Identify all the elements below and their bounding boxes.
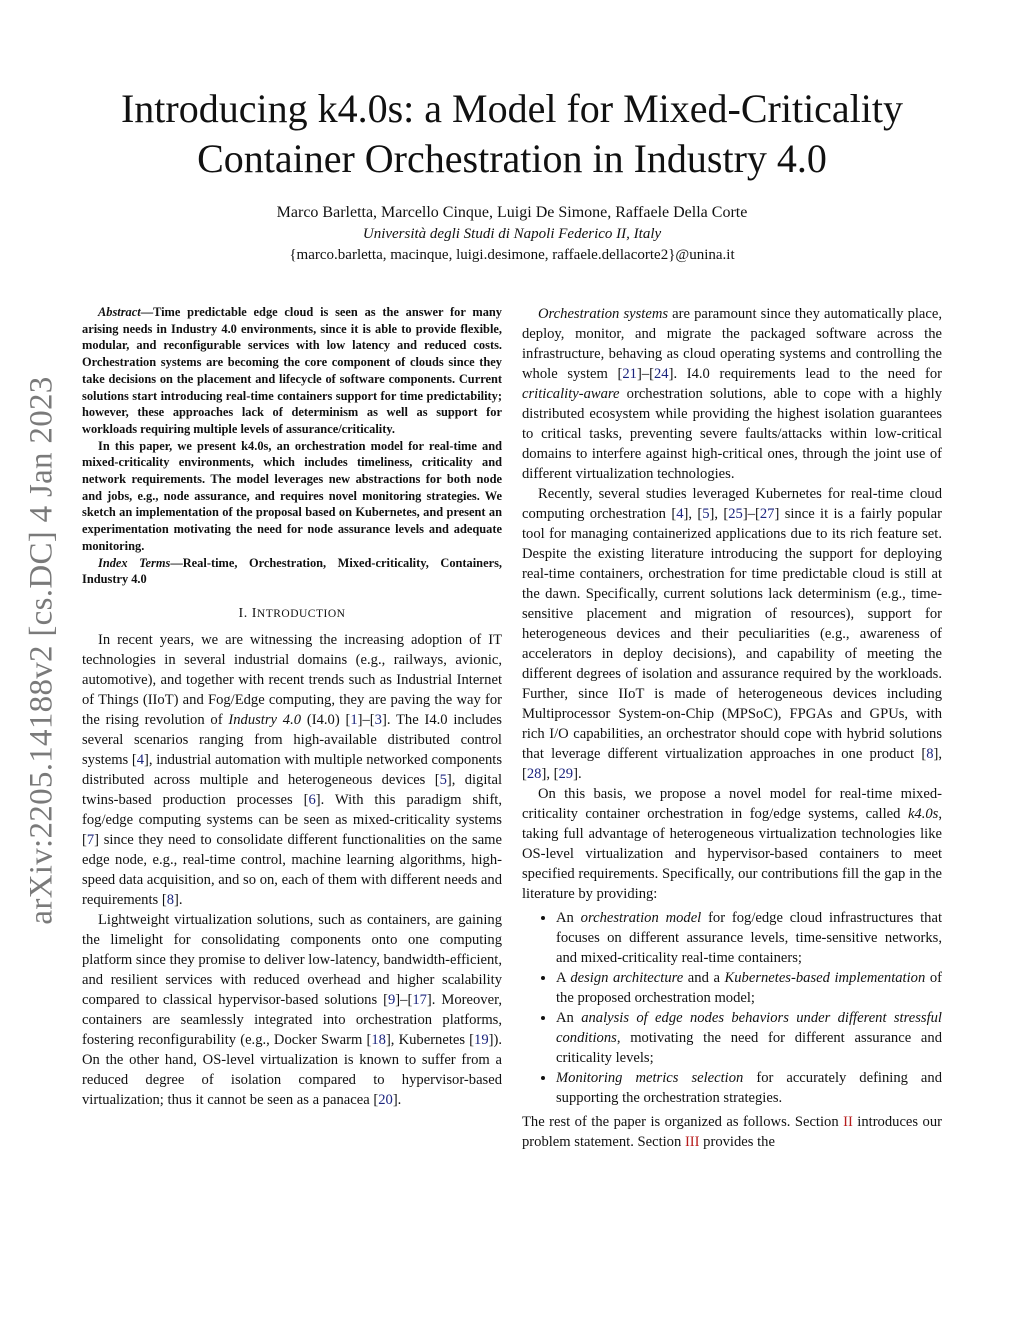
- arxiv-sidebar: [22, 360, 62, 940]
- section-heading-rest: NTRODUCTION: [256, 607, 346, 620]
- citation-link[interactable]: 24: [654, 366, 669, 382]
- index-terms: [82, 555, 502, 588]
- list-item: • Monitoring metrics selection for accurately defining and supporting the orchestration strategies.: [556, 1068, 942, 1108]
- section-link[interactable]: III: [684, 1134, 700, 1150]
- list-item: • A design architecture and a Kubernetes-based implementation of the proposed orchestration model;: [556, 968, 942, 1008]
- abstract-text-1: —Time predictable edge cloud is seen as the answer for many arising needs in Industry 4.0 environments, since it is able to provide flexible, modular, and reconfigurable services with low latency and reduced costs. Orchestration systems are becoming the core component of clouds since they take decisions on the placement and lifecycle of software components. Current solutions start introducing real-time containers support for time predictability; however, these approaches lack of determinism as well as support for workloads requiring multiple levels of assurance/criticality.: [82, 305, 502, 436]
- citation-link[interactable]: 7: [86, 831, 95, 848]
- citation-link[interactable]: 19: [474, 1031, 489, 1048]
- right-column-body-end: [522, 1112, 942, 1152]
- right-column: [522, 304, 942, 1152]
- left-column: [82, 304, 502, 1110]
- abstract-paragraph-1: [82, 304, 502, 438]
- citation-link[interactable]: 8: [926, 746, 934, 762]
- arxiv-id: arXiv:2205.14188v2 [cs.DC] 4 Jan 2023: [23, 375, 60, 925]
- authors: Marco Barletta, Marcello Cinque, Luigi De Simone, Raffaele Della Corte: [276, 204, 748, 221]
- citation-link[interactable]: 28: [526, 766, 542, 782]
- citation-link[interactable]: 25: [728, 506, 743, 522]
- title-line-1: Introducing k4.0s: a Model for Mixed-Criticality: [120, 86, 904, 131]
- section-numeral: I.: [238, 605, 248, 621]
- citation-link[interactable]: 29: [558, 766, 574, 782]
- abstract-label: Abstract: [98, 305, 141, 319]
- citation-link[interactable]: 9: [387, 991, 396, 1008]
- citation-link[interactable]: 3: [374, 711, 382, 728]
- list-item: • An analysis of edge nodes behaviors under different stressful conditions, motivating the need for different assurance and criticality levels;: [556, 1008, 942, 1068]
- right-paragraph-2: Recently, several studies leveraged Kubernetes for real-time cloud computing orchestration [4], [5], [25]–[27] since it is a fairly popular tool for managing containerized applications due to its rich feature set. Despite the existing literature introducing the support for deploying real-time containers, orchestration for time predictable cloud is still at the dawn. Specifically, current solutions lack determinism (e.g., time-sensitive placement and migration of resources), support for heterogeneous devices and their peculiarities (e.g., awareness of accelerators in deploy decisions), and capability of meeting the different degrees of isolation and assurance required by the workloads. Further, since IIoT is made of heterogeneous devices including Multiprocessor System-on-Chip (MPSoC), FPGAs and GPUs, with rich I/O capabilities, an orchestrator should cope with hybrid solutions that leverage different virtualization approaches in one product [8], [28], [29].: [522, 486, 942, 782]
- right-paragraph-4: The rest of the paper is organized as follows. Section II introduces our problem statement. Section III provides the: [522, 1114, 942, 1150]
- citation-link[interactable]: 18: [371, 1031, 386, 1048]
- citation-link[interactable]: 5: [702, 506, 710, 522]
- introduction-body: [82, 630, 502, 1110]
- list-item: • An orchestration model for fog/edge cloud infrastructures that focuses on different assurance levels, time-sensitive networks, and mixed-criticality real-time containers;: [556, 908, 942, 968]
- citation-link[interactable]: 20: [378, 1091, 393, 1108]
- contributions-list: [522, 908, 942, 1108]
- abstract: [82, 304, 502, 588]
- citation-link[interactable]: 21: [622, 366, 637, 382]
- citation-link[interactable]: 4: [676, 506, 684, 522]
- index-terms-text: —Real-time, Orchestration, Mixed-criticality, Containers, Industry 4.0: [82, 555, 502, 587]
- abstract-paragraph-2: In this paper, we present k4.0s, an orchestration model for real-time and mixed-criticality environments, which includes timeliness, criticality and network requirements. The model leverages new abstractions for both node and jobs, e.g., node assurance, and requires novel monitoring strategies. We sketch an implementation of the proposal based on Kubernetes, and present an experimentation motivating the need for node assurance levels and adequate monitoring.: [82, 438, 502, 553]
- citation-link[interactable]: 8: [166, 891, 174, 908]
- section-link[interactable]: II: [843, 1114, 853, 1130]
- intro-paragraph-2: Lightweight virtualization solutions, such as containers, are gaining the limelight for consolidating components onto one computing platform since they promise to deliver low-latency, bandwidth-efficient, and resilient services with reduced overhead and higher scalability compared to classical hypervisor-based solutions [9]–[17]. Moreover, containers are seamlessly integrated into orchestration platforms, fostering reconfigurability (e.g., Docker Swarm [18], Kubernetes [19]). On the other hand, OS-level virtualization is known to suffer from a reduced degree of isolation compared to hypervisor-based virtualization; thus it cannot be seen as a panacea [20].: [82, 911, 502, 1108]
- citation-link[interactable]: 1: [350, 711, 358, 728]
- author-emails: {marco.barletta, macinque, luigi.desimone, raffaele.dellacorte2}@unina.it: [289, 247, 735, 263]
- citation-link[interactable]: 17: [412, 991, 427, 1008]
- title-line-2: Container Orchestration in Industry 4.0: [197, 136, 827, 181]
- affiliation: Università degli Studi di Napoli Federico II, Italy: [362, 226, 662, 242]
- right-paragraph-3: On this basis, we propose a novel model for real-time mixed-criticality container orchestration in fog/edge systems, called k4.0s, taking full advantage of heterogeneous virtualization technologies like OS-level virtualization and hypervisor-based containers to meet specified requirements. Specifically, our contributions fill the gap in the literature by providing:: [522, 786, 942, 902]
- right-paragraph-1: Orchestration systems are paramount since they automatically place, deploy, monitor, and migrate the packaged software across the infrastructure, behaving as cloud operating systems and controlling the whole system [21]–[24]. I4.0 requirements lead to the need for criticality-aware orchestration solutions, able to cope with a highly distributed ecosystem while providing the highest isolation guarantees to critical tasks, preventing severe faults/attacks within low-critical domains to interfere against high-critical ones, through the joint use of different virtualization technologies.: [522, 306, 942, 482]
- intro-paragraph-1: In recent years, we are witnessing the increasing adoption of IT technologies in several industrial domains (e.g., railways, avionic, automotive), and together with recent trends such as Industrial Internet of Things (IIoT) and Fog/Edge computing, they are paving the way for the rising revolution of Industry 4.0 (I4.0) [1]–[3]. The I4.0 includes several scenarios ranging from high-available distributed control systems [4], industrial automation with multiple networked components distributed across multiple and heterogeneous devices [5], digital twins-based production processes [6]. With this paradigm shift, fog/edge computing systems can be seen as mixed-criticality systems [7] since they need to consolidate different functionalities on the same edge node, e.g., real-time control, machine learning algorithms, high-speed data acquisition, and so on, each of them with different needs and requirements [8].: [82, 631, 503, 908]
- citation-link[interactable]: 4: [136, 751, 145, 768]
- right-column-body: [522, 304, 942, 904]
- section-heading-first: I: [251, 605, 257, 621]
- section-heading-introduction: [82, 606, 502, 622]
- citation-link[interactable]: 27: [759, 506, 775, 522]
- paper-title: [84, 84, 940, 184]
- citation-link[interactable]: 5: [439, 771, 447, 788]
- index-terms-label: Index Terms: [98, 555, 171, 570]
- citation-link[interactable]: 6: [308, 791, 316, 808]
